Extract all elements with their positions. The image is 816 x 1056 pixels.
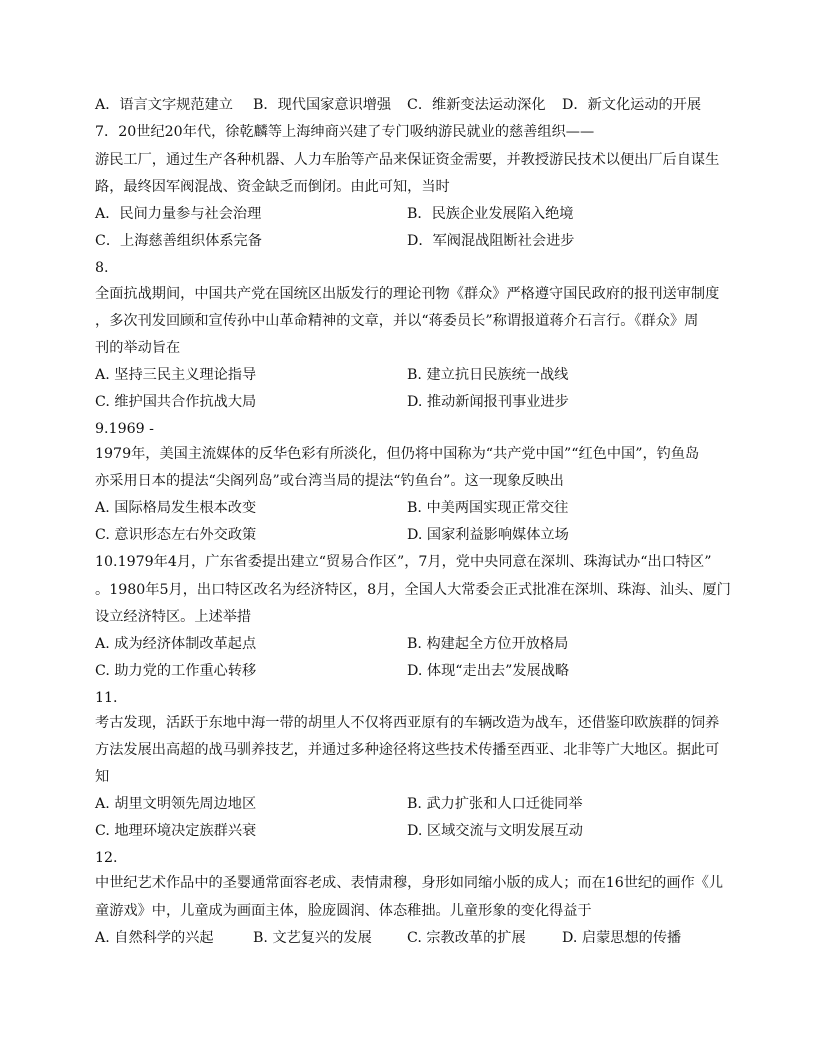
q10-option-b: B. 构建起全方位开放格局 [407, 636, 569, 652]
q7-stem-line-2: 游民工厂，通过生产各种机器、人力车胎等产品来保证资金需要，并教授游民技术以便出厂后自谋生 [95, 152, 720, 168]
q7-option-b: B．民族企业发展陷入绝境 [407, 206, 574, 222]
q8-options-row-2 [95, 392, 725, 412]
q9-stem-line-1: 1979年，美国主流媒体的反华色彩有所淡化，但仍将中国称为“共产党中国”“红色中国”，钓鱼岛 [95, 446, 700, 462]
q11-options-row-1 [95, 794, 725, 814]
q6-options [95, 95, 725, 115]
q8-number: 8. [95, 260, 109, 276]
q9-options-row-2 [95, 525, 725, 545]
q7-option-a: A．民间力量参与社会治理 [95, 206, 262, 222]
q8-options-row-1 [95, 365, 725, 385]
q10-option-d: D. 体现“走出去”发展战略 [407, 663, 570, 679]
q9-option-a: A. 国际格局发生根本改变 [95, 500, 257, 516]
q10-option-c: C. 助力党的工作重心转移 [95, 663, 257, 679]
q6-option-b: B．现代国家意识增强 [253, 97, 392, 113]
q7-stem-line-3: 路，最终因军阀混战、资金缺乏而倒闭。由此可知，当时 [95, 179, 450, 195]
q11-stem-line-3: 知 [95, 769, 110, 785]
q12-option-a: A. 自然科学的兴起 [95, 930, 214, 946]
q7-option-c: C．上海慈善组织体系完备 [95, 233, 262, 249]
q8-option-c: C. 维护国共合作抗战大局 [95, 394, 257, 410]
q11-option-b: B. 武力扩张和人口迁徙同举 [407, 796, 583, 812]
q7-options-row-1 [95, 204, 725, 224]
q11-number: 11. [95, 690, 118, 706]
q8-stem-line-3: 刊的举动旨在 [95, 340, 181, 356]
q12-number: 12. [95, 850, 118, 866]
q6-option-d: D．新文化运动的开展 [562, 97, 702, 113]
q8-option-a: A. 坚持三民主义理论指导 [95, 367, 257, 383]
q12-option-d: D. 启蒙思想的传播 [562, 930, 682, 946]
q11-option-d: D. 区域交流与文明发展互动 [407, 823, 583, 839]
q11-stem-line-1: 考古发现，活跃于东地中海一带的胡里人不仅将西亚原有的车辆改造为战车，还借鉴印欧族群的饲养 [95, 715, 720, 731]
q9-option-d: D. 国家利益影响媒体立场 [407, 527, 569, 543]
q10-options-row-2 [95, 661, 725, 681]
q8-option-d: D. 推动新闻报刊事业进步 [407, 394, 569, 410]
q6-option-a: A．语言文字规范建立 [95, 97, 233, 113]
q10-stem-line-1: 10.1979年4月，广东省委提出建立“贸易合作区”，7月，党中央同意在深圳、珠海试办“出口特区” [95, 554, 712, 570]
q10-options-row-1 [95, 634, 725, 654]
q7-options-row-2 [95, 231, 725, 251]
q11-stem-line-2: 方法发展出高超的战马驯养技艺，并通过多种途径将这些技术传播至西亚、北非等广大地区。据此可 [95, 742, 720, 758]
q9-option-c: C. 意识形态左右外交政策 [95, 527, 257, 543]
q11-option-a: A. 胡里文明领先周边地区 [95, 796, 257, 812]
q7-stem-line-1: 7．20世纪20年代，徐乾麟等上海绅商兴建了专门吸纳游民就业的慈善组织—— [95, 124, 595, 140]
q9-option-b: B. 中美两国实现正常交往 [407, 500, 569, 516]
q12-stem-line-2: 童游戏》中，儿童成为画面主体，脸庞圆润、体态稚拙。儿童形象的变化得益于 [95, 903, 592, 919]
q11-option-c: C. 地理环境决定族群兴衰 [95, 823, 257, 839]
q10-stem-line-3: 设立经济特区。上述举措 [95, 609, 252, 625]
q11-options-row-2 [95, 821, 725, 841]
q6-option-c: C．维新变法运动深化 [407, 97, 546, 113]
q12-option-b: B. 文艺复兴的发展 [253, 930, 372, 946]
q12-options [95, 928, 725, 948]
q10-stem-line-2: 。1980年5月，出口特区改名为经济特区，8月，全国人大常委会正式批准在深圳、珠海、汕头、厦门 [95, 582, 731, 598]
q8-option-b: B. 建立抗日民族统一战线 [407, 367, 569, 383]
q12-option-c: C. 宗教改革的扩展 [407, 930, 526, 946]
q10-option-a: A. 成为经济体制改革起点 [95, 636, 257, 652]
q8-stem-line-1: 全面抗战期间，中国共产党在国统区出版发行的理论刊物《群众》严格遵守国民政府的报刊送审制度 [95, 286, 720, 302]
q9-options-row-1 [95, 498, 725, 518]
q7-option-d: D．军阀混战阻断社会进步 [407, 233, 575, 249]
q9-number: 9.1969 - [95, 421, 154, 437]
q9-stem-line-2: 亦采用日本的提法“尖阁列岛”或台湾当局的提法“钓鱼台”。这一现象反映出 [95, 473, 564, 489]
q12-stem-line-1: 中世纪艺术作品中的圣婴通常面容老成、表情肃穆，身形如同缩小版的成人；而在16世纪的画作《儿 [95, 875, 724, 891]
q8-stem-line-2: ，多次刊发回顾和宣传孙中山革命精神的文章，并以“蒋委员长”称谓报道蒋介石言行。《群众》周 [95, 313, 699, 329]
